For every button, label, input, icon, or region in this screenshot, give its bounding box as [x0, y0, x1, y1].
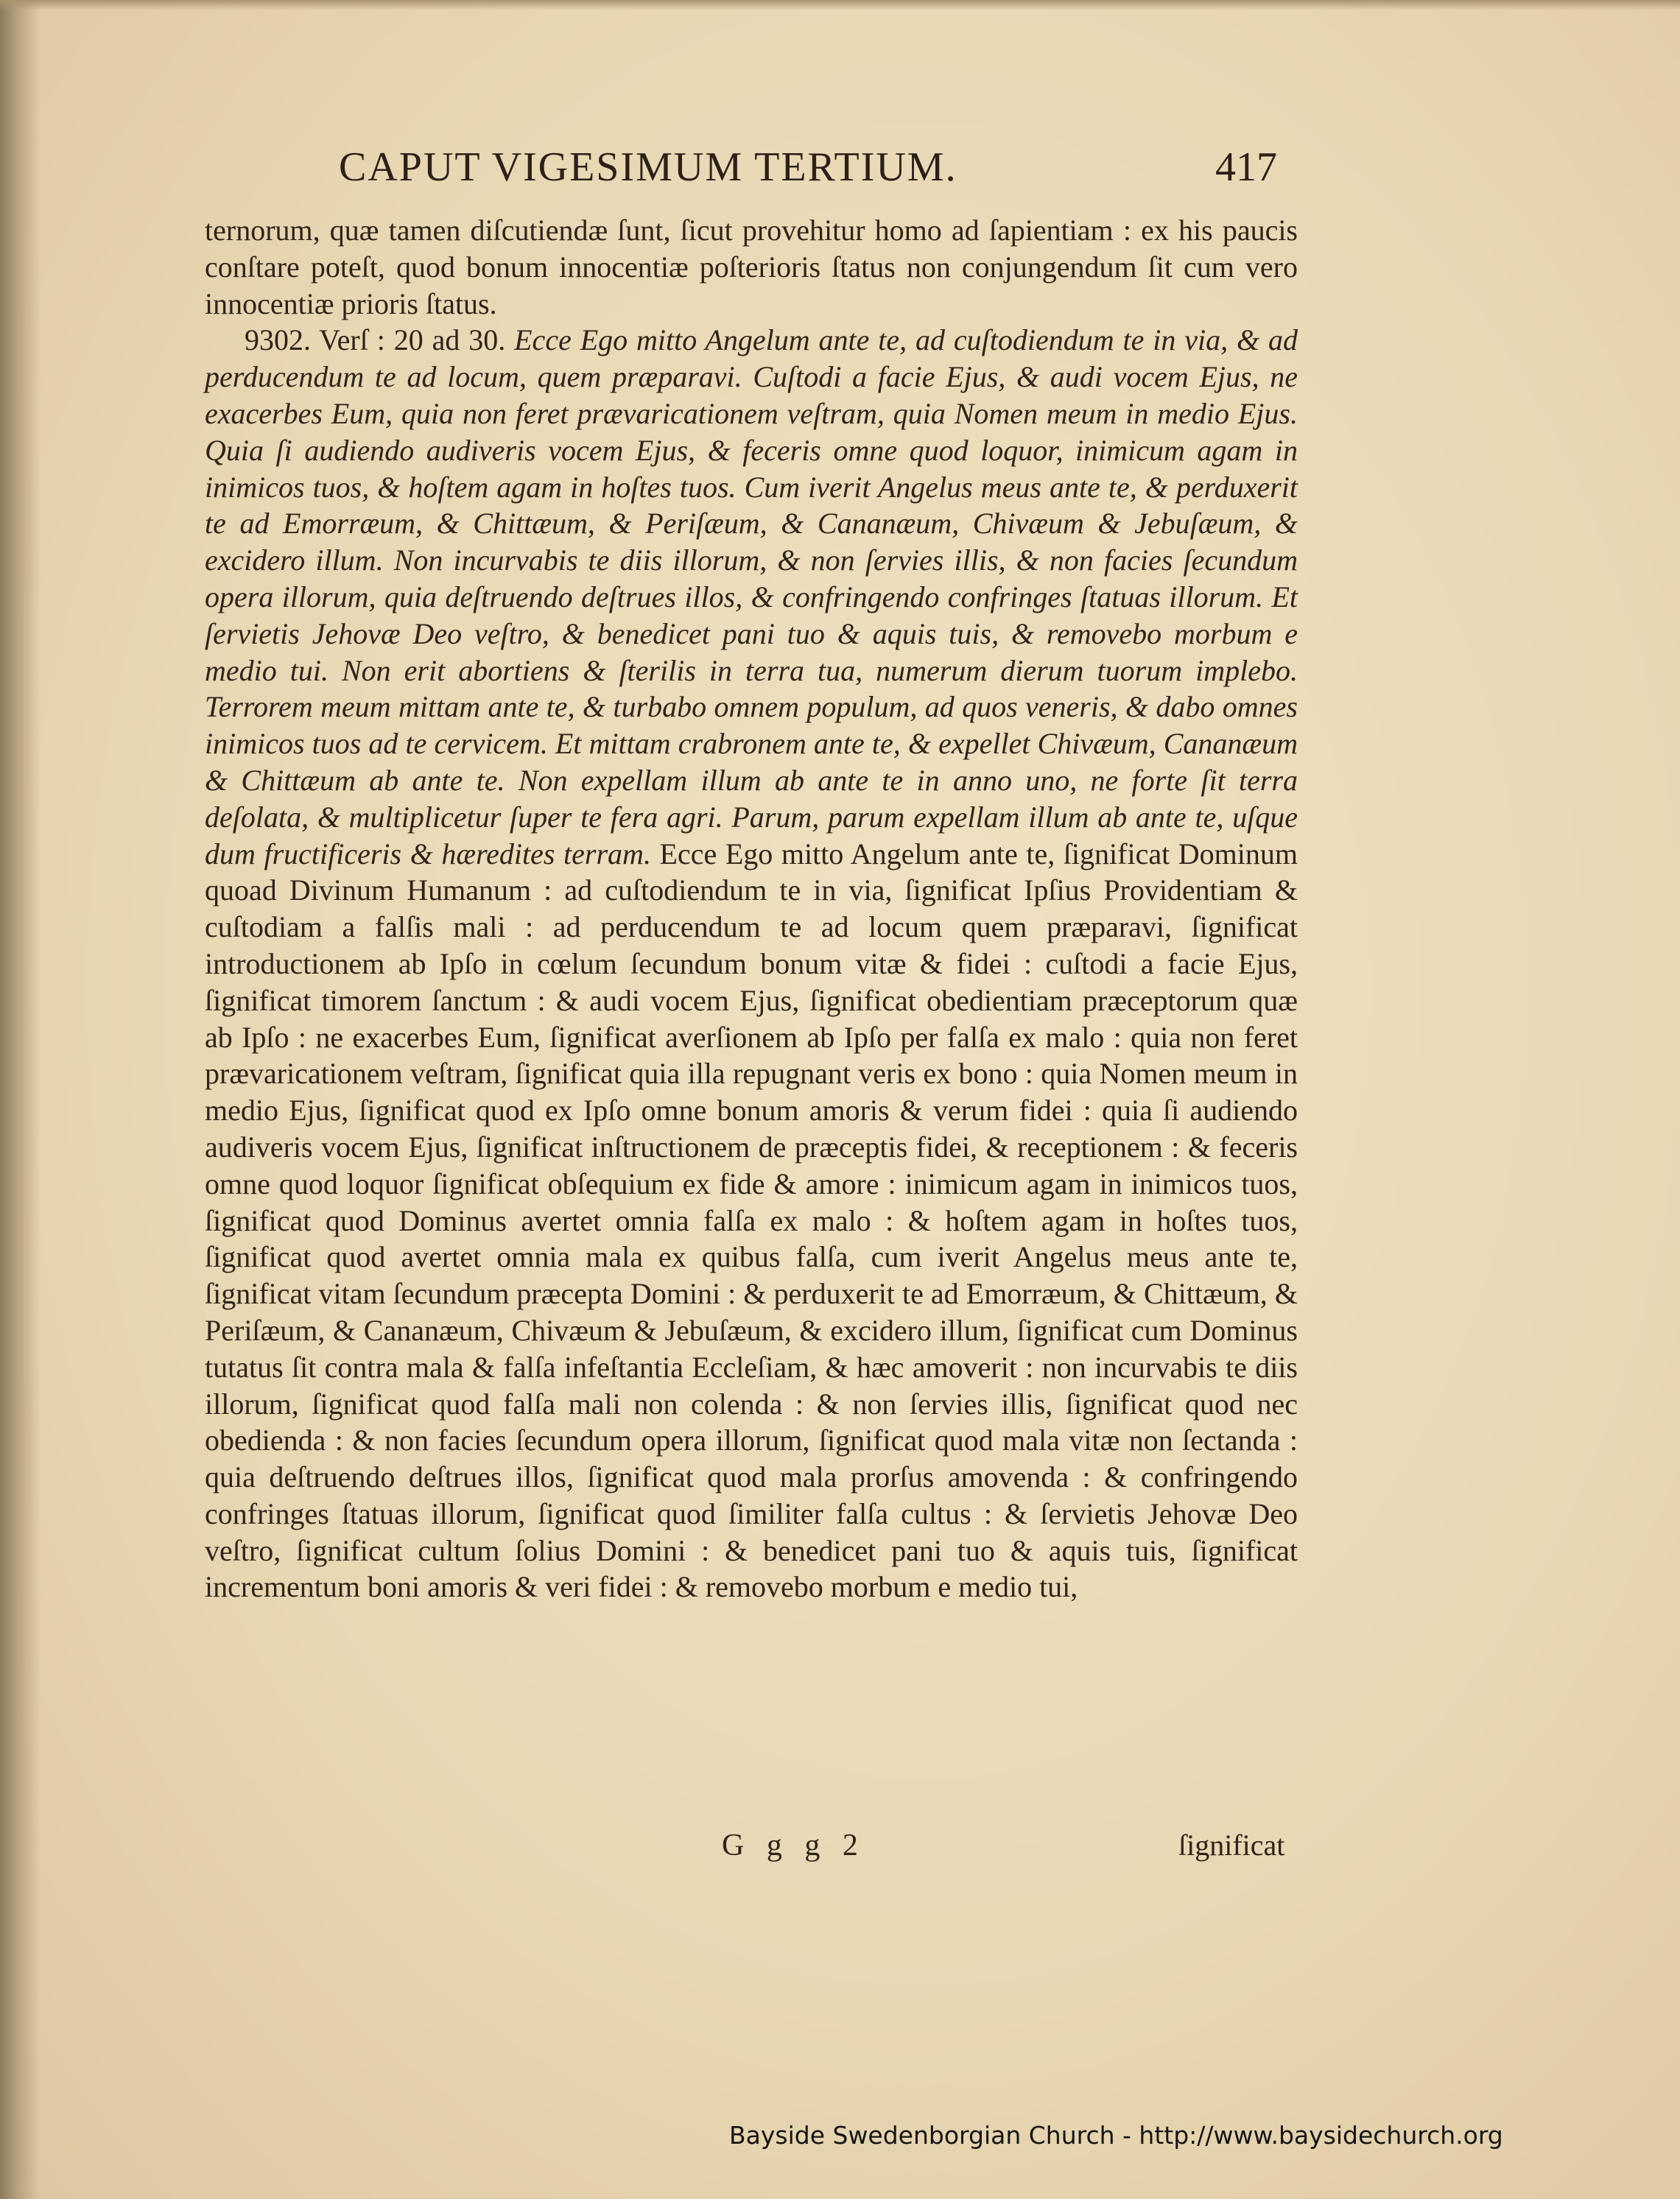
scripture-quote: Ecce Ego mitto Angelum ante te, ad cuſtodiendum te in via, & ad perducendum te ad locum, quem præparavi. Cuſtodi a facie Ejus, & audi vocem Ejus, ne exacerbes Eum, quia non feret prævaricationem veſtram, quia Nomen meum in medio Ejus. Quia ſi audiendo audiveris vocem Ejus, & feceris omne quod loquor, inimicum agam in inimicos tuos, & hoſtem agam in hoſtes tuos. Cum iverit Angelus meus ante te, & perduxerit te ad Emorræum, & Chittæum, & Periſæum, & Cananæum, Chivæum & Jebuſæum, & excidero illum. Non incurvabis te diis illorum, & non ſervies illis, & non facies ſecundum opera illorum, quia deſtruendo deſtrues illos, & confringendo confringes ſtatuas illorum. Et ſervietis Jehovæ Deo veſtro, & benedicet pani tuo & aquis tuis, & removebo morbum e medio tui. Non erit abortiens & ſterilis in terra tua, numerum dierum tuorum implebo. Terrorem meum mittam ante te, & turbabo omnem populum, ad quos veneris, & dabo omnes inimicos tuos ad te cervicem. Et mittam crabronem ante te, & expellet Chivæum, Cananæum & Chittæum ab ante te. Non expellam illum ab ante te in anno uno, ne forte ſit terra deſolata, & multiplicetur ſuper te fera agri. Parum, parum expellam illum ab ante te, uſque dum fructificeris & hæredites terram. [205, 323, 1298, 870]
continuation-paragraph: ternorum, quæ tamen diſcutiendæ ſunt, ſicut provehitur homo ad ſapientiam : ex his paucis conſtare poteſt, quod bonum innocentiæ poſterioris ſtatus non conjungendum ſit cum vero innocentiæ prioris ſtatus. [205, 214, 1298, 320]
paragraph-9302 [205, 322, 1298, 1605]
verse-reference: Verſ : 20 ad 30. [319, 323, 506, 357]
paragraph-number: 9302. [245, 323, 311, 357]
top-edge-shadow [0, 0, 1680, 10]
commentary-text: Ecce Ego mitto Angelum ante te, ſignificat Dominum quoad Divinum Humanum : ad cuſtodiendum te in via, ſignificat Ipſius Providentiam & cuſtodiam a falſis mali : ad perducendum te ad locum quem præparavi, ſignificat introductionem ab Ipſo in cœlum ſecundum bonum vitæ & fidei : cuſtodi a facie Ejus, ſignificat timorem ſanctum : & audi vocem Ejus, ſignificat obedientiam præceptorum quæ ab Ipſo : ne exacerbes Eum, ſignificat averſionem ab Ipſo per falſa ex malo : quia non feret prævaricationem veſtram, ſignificat quia illa repugnant veris ex bono : quia Nomen meum in medio Ejus, ſignificat quod ex Ipſo omne bonum amoris & verum fidei : quia ſi audiendo audiveris vocem Ejus, ſignificat inſtructionem de præceptis fidei, & receptionem : & feceris omne quod loquor ſignificat obſequium ex fide & amore : inimicum agam in inimicos tuos, ſignificat quod Dominus avertet omnia falſa ex malo : & hoſtem agam in hoſtes tuos, ſignificat quod avertet omnia mala ex quibus falſa, cum iverit Angelus meus ante te, ſignificat vitam ſecundum præcepta Domini : & perduxerit te ad Emorræum, & Chittæum, & Periſæum, & Cananæum, Chivæum & Jebuſæum, & excidero illum, ſignificat cum Dominus tutatus ſit contra mala & falſa infeſtantia Eccleſiam, & hæc amoverit : non incurvabis te diis illorum, ſignificat quod falſa mali non colenda : & non ſervies illis, ſignificat quod nec obedienda : & non facies ſecundum opera illorum, ſignificat quod mala vitæ non ſectanda : quia deſtruendo deſtrues illos, ſignificat quod mala prorſus amovenda : & confringendo confringes ſtatuas illorum, ſignificat quod ſimiliter falſa cultus : & ſervietis Jehovæ Deo veſtro, ſignificat cultum ſolius Domini : & benedicet pani tuo & aquis tuis, ſignificat incrementum boni amoris & veri fidei : & removebo morbum e medio tui, [205, 837, 1298, 1604]
catchword: ſignificat [1178, 1829, 1285, 1862]
watermark-credit: Bayside Swedenborgian Church - http://www.baysidechurch.org [729, 2121, 1503, 2150]
running-title: CAPUT VIGESIMUM TERTIUM. [339, 144, 957, 190]
signature-mark: G g g 2 [722, 1829, 865, 1862]
page-number: 417 [1215, 144, 1277, 190]
main-text [205, 212, 1298, 1605]
gutter-shadow [0, 0, 41, 2199]
